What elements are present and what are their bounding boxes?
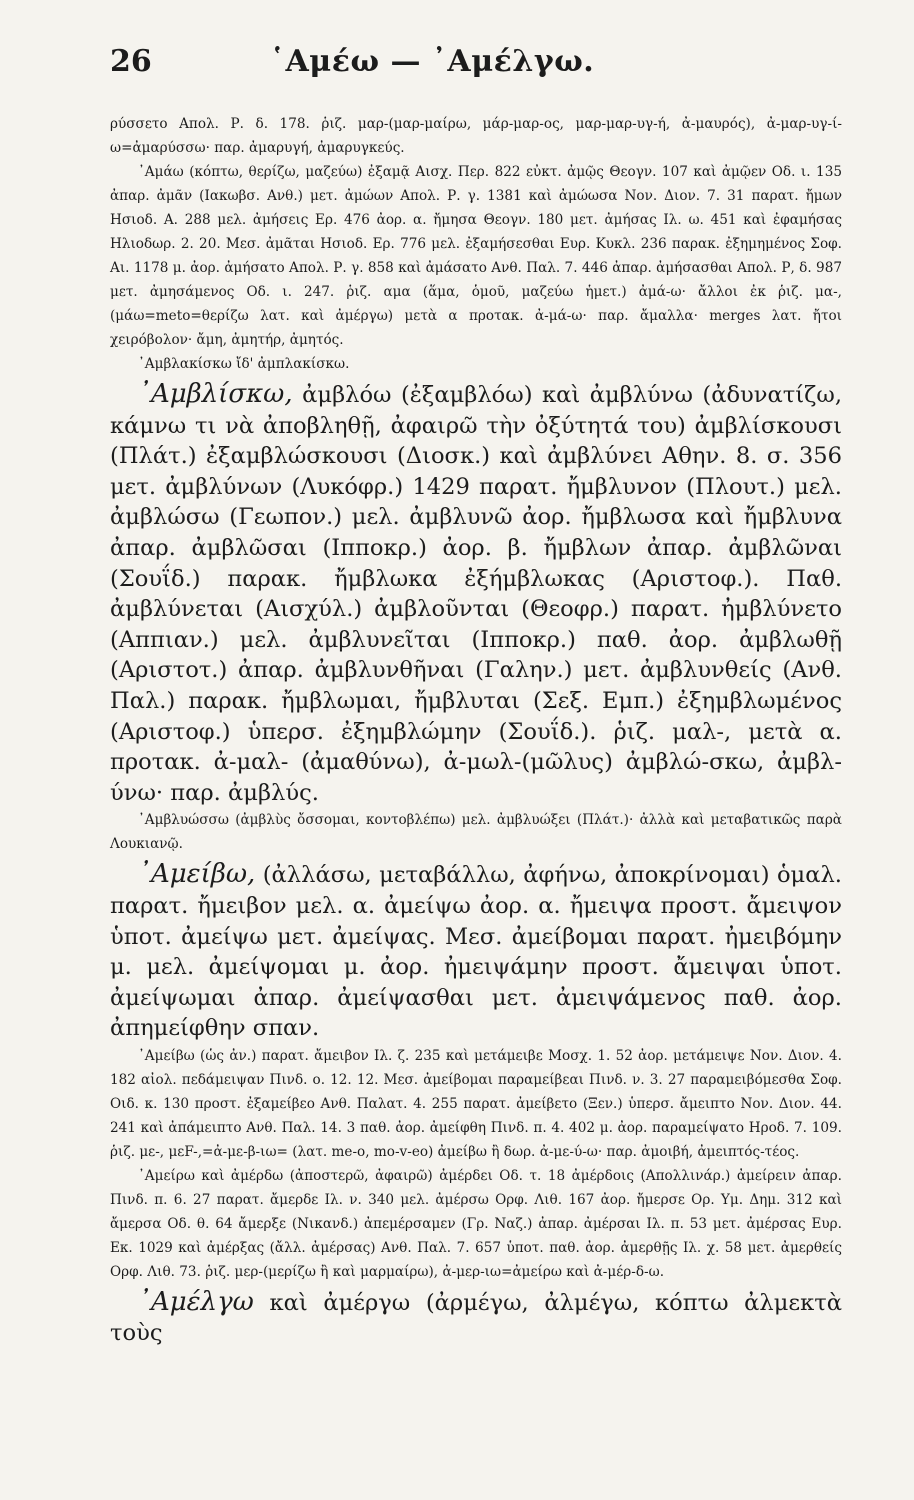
entry-continuation: ρύσσετο Απολ. Ρ. δ. 178. ῥιζ. μαρ-(μαρ-μαίρω, μάρ-μαρ-ος, μαρ-μαρ-υγ-ή, ἀ-μαυρός), ἀ-μαρ-υγ-ί-ω=ἀμαρύσσω· παρ. ἀμαρυγή, ἀμαρυγκεύς. xyxy=(110,116,842,156)
entry-ameivo-epic: ᾿Αμείβω (ὡς ἀν.) παρατ. ἄμειβον Ιλ. ζ. 235 καὶ μετάμειβε Μοσχ. 1. 52 ἀορ. μετάμειψε Νον. Διον. 4. 182 αἰολ. πεδάμειψαν Πινδ. ο. 12. 12. Μεσ. ἀμείβομαι παραμείβεαι Πινδ. ν. 3. 27 παραμειβόμεσθα Σοφ. Οιδ. κ. 130 προστ. ἐξαμείβεο Ανθ. Παλατ. 4. 255 παρατ. ἀμείβετο (Ξεν.) ὑπερσ. ἄμειπτο Νον. Διον. 44. 241 καὶ ἀπάμειπτο Ανθ. Παλ. 14. 3 παθ. ἀορ. ἀμείφθη Πινδ. π. 4. 402 μ. ἀορ. παραμείψατο Ηροδ. 7. 109. ῥιζ. με-, μεF-,=ἀ-με-β-ιω= (λατ. me-o, mo-v-eo) ἀμείβω ἢ δωρ. ἀ-με-ύ-ω· παρ. ἀμοιβή, ἀμειπτός-τέος. xyxy=(110,1047,842,1160)
entry-amvlakisko: ᾿Αμβλακίσκω ἴδ' ἀμπλακίσκω. xyxy=(138,356,350,372)
entry-ameivo: ᾿Αμείβω, (ἀλλάσω, μεταβάλλω, ἀφήνω, ἀποκρίνομαι) ὁμαλ. παρατ. ἤμειβον μελ. α. ἀμείψω ἀορ. α. ἤμειψα προστ. ἄμειψον ὑποτ. ἀμείψω μετ. ἀμείψας. Μεσ. ἀμείβομαι παρατ. ἠμειβόμην μ. μελ. ἀμείψομαι μ. ἀορ. ἠμειψάμην προστ. ἄμειψαι ὑποτ. ἀμείψωμαι ἀπαρ. ἀμείψασθαι μετ. ἀμειψάμενος παθ. ἀορ. ἀπημείφθην σπαν. xyxy=(110,859,842,1042)
entry-amvlyosso: ᾿Αμβλυώσσω (ἀμβλὺς ὄσσομαι, κοντοβλέπω) μελ. ἀμβλυώξει (Πλάτ.)· ἀλλὰ καὶ μεταβατικῶς παρὰ Λουκιανῷ. xyxy=(110,812,842,853)
entry-amvlisko: ᾿Αμβλίσκω, ἀμβλόω (ἐξαμβλόω) καὶ ἀμβλύνω (ἀδυνατίζω, κάμνω τι νὰ ἀποβληθῇ, ἀφαιρῶ τὴν ὀξύτητά του) ἀμβλίσκουσι (Πλάτ.) ἐξαμβλώσκουσι (Διοσκ.) καὶ ἀμβλύνει Αθην. 8. σ. 356 μετ. ἀμβλύνων (Λυκόφρ.) 1429 παρατ. ἤμβλυνον (Πλουτ.) μελ. ἀμβλώσω (Γεωπον.) μελ. ἀμβλυνῶ ἀορ. ἤμβλωσα καὶ ἤμβλυνα ἀπαρ. ἀμβλῶσαι (Ιπποκρ.) ἀορ. β. ἤμβλων ἀπαρ. ἀμβλῶναι (Σουΐδ.) παρακ. ἤμβλωκα ἐξήμβλωκας (Αριστοφ.). Παθ. ἀμβλύνεται (Αισχύλ.) ἀμβλοῦνται (Θεοφρ.) παρατ. ἠμβλύνετο (Αππιαν.) μελ. ἀμβλυνεῖται (Ιπποκρ.) παθ. ἀορ. ἀμβλωθῇ (Αριστοτ.) ἀπαρ. ἀμβλυνθῆναι (Γαλην.) μετ. ἀμβλυνθείς (Ανθ. Παλ.) παρακ. ἤμβλωμαι, ἤμβλυται (Σεξ. Εμπ.) ἐξημβλωμένος (Αριστοφ.) ὑπερσ. ἐξημβλώμην (Σουΐδ.). ῥιζ. μαλ-, μετὰ α. προτακ. ἀ-μαλ- (ἀμαθύνω), ἀ-μωλ-(μῶλυς) ἀμβλώ-σκω, ἀμβλ-ύνω· παρ. ἀμβλύς. xyxy=(110,379,842,806)
headword: ᾿Αμείβω, xyxy=(138,859,256,890)
running-head: ῾Αμέω — ᾿Αμέλγω. xyxy=(270,44,595,79)
page-header xyxy=(110,44,842,90)
page-number: 26 xyxy=(110,44,152,79)
entry-amelgo: ᾿Αμέλγω καὶ ἀμέργω (ἀρμέγω, ἀλμέγω, κόπτω ἀλμεκτὰ τοὺς xyxy=(110,1286,842,1347)
headword: ᾿Αμβλίσκω, xyxy=(138,379,293,409)
entries xyxy=(110,112,842,1349)
entry-ameiro: ᾿Αμείρω καὶ ἀμέρδω (ἀποστερῶ, ἀφαιρῶ) ἀμέρδει Οδ. τ. 18 ἀμέρδοις (Απολλινάρ.) ἀμείρειν ἀπαρ. Πινδ. π. 6. 27 παρατ. ἄμερδε Ιλ. ν. 340 μελ. ἀμέρσω Ορφ. Λιθ. 167 ἀορ. ἤμερσε Ορ. Υμ. Δημ. 312 καὶ ἄμερσα Οδ. θ. 64 ἄμερξε (Νικανδ.) ἀπεμέρσαμεν (Γρ. Ναζ.) ἀπαρ. ἀμέρσαι Ιλ. π. 53 μετ. ἀμέρσας Ευρ. Εκ. 1029 καὶ ἀμέρξας (ἄλλ. ἀμέρσας) Ανθ. Παλ. 7. 657 ὑποτ. παθ. ἀορ. ἀμερθῇς Ιλ. χ. 58 μετ. ἀμερθείς Ορφ. Λιθ. 73. ῥιζ. μερ-(μερίζω ἢ καὶ μαρμαίρω), ἀ-μερ-ιω=ἀμείρω καὶ ἀ-μέρ-δ-ω. xyxy=(110,1167,842,1280)
headword: ᾿Αμέλγω xyxy=(138,1286,254,1317)
entry-amao: ᾿Αμάω (κόπτω, θερίζω, μαζεύω) ἐξαμᾷ Αισχ. Περ. 822 εὐκτ. ἀμῷς Θεογν. 107 καὶ ἀμῷεν Οδ. ι. 135 ἀπαρ. ἀμᾶν (Ιακωβσ. Ανθ.) μετ. ἀμώων Απολ. Ρ. γ. 1381 καὶ ἀμώωσα Νον. Διον. 7. 31 παρατ. ἤμων Ησιοδ. Α. 288 μελ. ἀμήσεις Ερ. 476 ἀορ. α. ἤμησα Θεογν. 180 μετ. ἀμήσας Ιλ. ω. 451 καὶ ἐφαμήσας Ηλιοδωρ. 2. 20. Μεσ. ἀμᾶται Ησιοδ. Ερ. 776 μελ. ἐξαμήσεσθαι Ευρ. Κυκλ. 236 παρακ. ἐξημημένος Σοφ. Αι. 1178 μ. ἀορ. ἀμήσατο Απολ. Ρ. γ. 858 καὶ ἀμάσατο Ανθ. Παλ. 7. 446 ἀπαρ. ἀμήσασθαι Απολ. Ρ, δ. 987 μετ. ἀμησάμενος Οδ. ι. 247. ῥιζ. αμα (ἅμα, ὁμοῦ, μαζεύω ἡμετ.) ἀμά-ω· ἄλλοι ἐκ ῥιζ. μα-, (μάω=meto=θερίζω λατ. καὶ ἀμέργω) μετὰ α προτακ. ἀ-μά-ω· παρ. ἄμαλλα· merges λατ. ἤτοι χειρόβολον· ἄμη, ἀμητήρ, ἀμητός. xyxy=(110,164,842,348)
